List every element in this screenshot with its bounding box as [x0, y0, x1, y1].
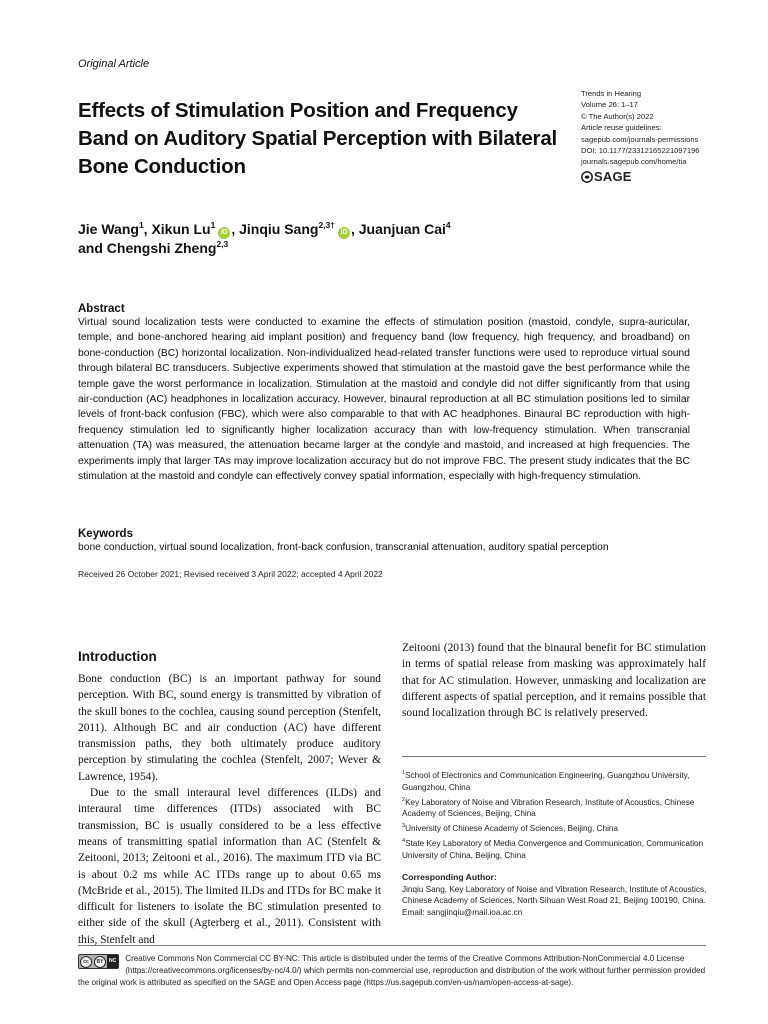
affiliation-number: 3 — [402, 823, 406, 830]
orcid-icon[interactable]: iD — [218, 227, 230, 239]
author-name[interactable]: Juanjuan Cai — [358, 221, 446, 237]
abstract-heading: Abstract — [78, 303, 125, 315]
author-affiliation-mark: 2,3 — [216, 239, 229, 249]
author-name[interactable]: Jie Wang — [78, 221, 139, 237]
reuse-link[interactable]: sagepub.com/journals-permissions — [581, 134, 699, 144]
doi[interactable]: DOI: 10.1177/23312165221097196 — [581, 146, 700, 156]
license-divider — [78, 945, 706, 946]
license-text: Creative Commons Non Commercial CC BY-NC: This article is distributed under the terms of the Creative Commons Attribution-NonCommercial 4.0 License (https://creativecommons.org/licenses/by-nc/4.0/) which permits non-commercial use, reproduction and distribution of the work without further permission provided the original work is attributed as specified on the SAGE and Open Access page (https://us.sagepub.com/en-us/nam/open-access-at-sage). — [78, 954, 706, 987]
cc-circle-icon: cc — [80, 956, 92, 968]
affiliation-item — [402, 823, 712, 835]
article-type-label: Original Article — [78, 58, 150, 70]
author-affiliation-mark: 1 — [210, 220, 216, 230]
affiliation-text: State Key Laboratory of Media Convergence and Communication, Communication University of China, Beijing, China — [402, 838, 704, 860]
body-column-left — [78, 671, 381, 948]
cc-nc-icon: NC — [107, 955, 118, 968]
affiliation-number: 4 — [402, 837, 406, 844]
affiliations-block — [402, 770, 712, 865]
license-block — [78, 953, 708, 989]
journal-name: Trends in Hearing — [581, 89, 642, 98]
corresponding-author-address: Jinqiu Sang, Key Laboratory of Noise and Vibration Research, Institute of Acoustics, Chinese Academy of Sciences, North Sihuan West Road 21, Beijing 100190, China. — [402, 884, 707, 905]
author-name[interactable]: Jinqiu Sang — [239, 221, 319, 237]
keywords-text: bone conduction, virtual sound localization, front-back confusion, transcranial attenuation, auditory spatial perception — [78, 542, 609, 553]
author-name[interactable]: Xikun Lu — [151, 221, 211, 237]
copyright: © The Author(s) 2022 — [581, 111, 654, 121]
corresponding-author-block — [402, 872, 712, 918]
orcid-icon[interactable]: iD — [338, 227, 350, 239]
author-affiliation-mark: 4 — [445, 220, 451, 230]
affiliation-text: School of Electronics and Communication Engineering, Guangzhou University, Guangzhou, China — [402, 771, 690, 792]
affiliation-text: University of Chinese Academy of Sciences, Beijing, China — [405, 824, 619, 834]
corresponding-author-email[interactable]: Email: sangjinqiu@mail.ioa.ac.cn — [402, 907, 523, 917]
author-affiliation-mark: 1 — [138, 220, 144, 230]
paragraph: Zeitooni (2013) found that the binaural benefit for BC stimulation in terms of spatial release from masking was approximately half that for AC stimulation. However, unmasking and localization are different aspects of spatial perception, and it remains possible that sound localization through BC is relatively preserved. — [402, 642, 706, 720]
keywords-heading: Keywords — [78, 528, 133, 540]
author-name[interactable]: Chengshi Zheng — [106, 240, 217, 256]
journal-link[interactable]: journals.sagepub.com/home/tia — [581, 157, 687, 167]
cc-license-icon[interactable] — [78, 954, 119, 969]
paragraph: Due to the small interaural level differences (ILDs) and interaural time differences (ITDs) associated with BC transmission, BC is usually considered to be a less effective means of transmitting spatial information than AC (Stenfelt & Zeitooni, 2013; Zeitooni et al., 2016). The maximum ITD via BC is about 0.2 ms while AC ITDs range up to about 0.65 ms (McBride et al., 2015). The limited ILDs and ITDs for BC make it difficult for listeners to isolate the BC stimulation presented to either side of the skull (Agterberg et al., 2011). Consistent with this, Stenfelt and — [78, 787, 381, 946]
author-affiliation-mark: 2,3† — [318, 220, 335, 230]
reuse-label: Article reuse guidelines: — [581, 123, 662, 133]
author-list: Jie Wang$^1$, Xikun Lu$^1$iD , Jinqiu Sang$^{2,3\dagger}$iD , Juanjuan Cai$^4$ and Chengshi Zheng$^{2,3}$ — [78, 220, 451, 256]
affiliation-text: Key Laboratory of Noise and Vibration Research, Institute of Acoustics, Chinese Academy of Sciences, Beijing, China — [402, 797, 695, 819]
abstract-text: Virtual sound localization tests were conducted to examine the effects of stimulation position (mastoid, condyle, supra-auricular, temple, and bone-anchored hearing aid implant position) and frequency band (low frequency, high frequency, and broadband) on bone-conduction (BC) horizontal localization. Non-individualized head-related transfer functions were used to reproduce virtual sound through bilateral BC transducers. Subjective experiments showed that stimulation at the mastoid gave the best performance while the temple gave the worst performance in localization. Stimulation at the mastoid and condyle did not differ significantly from that using air-conduction (AC) headphones in localization accuracy. However, binaural reproduction at all BC stimulation positions led to similar levels of front-back confusion (FBC), which were also comparable to that with AC headphones. Binaural BC reproduction with high-frequency stimulation led to significantly higher localization accuracy than with low-frequency stimulation. When transcranial attenuation (TA) was measured, the attenuation became larger at the condyle and mastoid, and increased at high frequencies. The experiments imply that larger TAs may improve localization accuracy but do not improve FBC. The present study indicates that the BC stimulation at the mastoid and condyle can effectively convey spatial information, especially with high-frequency stimulation. — [78, 317, 690, 483]
affiliation-number: 2 — [402, 796, 406, 803]
sage-logo-icon — [581, 171, 593, 183]
keywords-section — [78, 528, 690, 555]
affiliation-divider — [402, 756, 706, 757]
author-joiner: and — [78, 240, 103, 256]
sage-logo-text: SAGE — [594, 169, 632, 185]
affiliation-item — [402, 770, 712, 794]
abstract-section — [78, 303, 690, 484]
affiliation-item — [402, 797, 712, 821]
body-column-right — [402, 640, 706, 721]
sage-logo — [581, 171, 741, 183]
cc-by-icon: BY — [94, 956, 106, 968]
introduction-heading: Introduction — [78, 649, 157, 664]
affiliation-item — [402, 838, 712, 862]
article-dates: Received 26 October 2021; Revised received 3 April 2022; accepted 4 April 2022 — [78, 569, 383, 579]
journal-volume: Volume 26: 1–17 — [581, 100, 638, 110]
corresponding-author-heading: Corresponding Author: — [402, 872, 497, 882]
article-title: Effects of Stimulation Position and Frequency Band on Auditory Spatial Perception with Bilateral Bone Conduction — [78, 99, 558, 178]
journal-info-block — [581, 88, 741, 183]
paragraph: Bone conduction (BC) is an important pathway for sound perception. With BC, sound energy is transmitted by vibration of the skull bones to the cochlea, causing sound perception (Stenfelt, 2011). Although BC and air conduction (AC) have different transmission paths, they both ultimately produce auditory perception by stimulating the cochlea (Stenfelt, 2007; Wever & Lawrence, 1954). — [78, 673, 381, 783]
affiliation-number: 1 — [402, 770, 406, 776]
